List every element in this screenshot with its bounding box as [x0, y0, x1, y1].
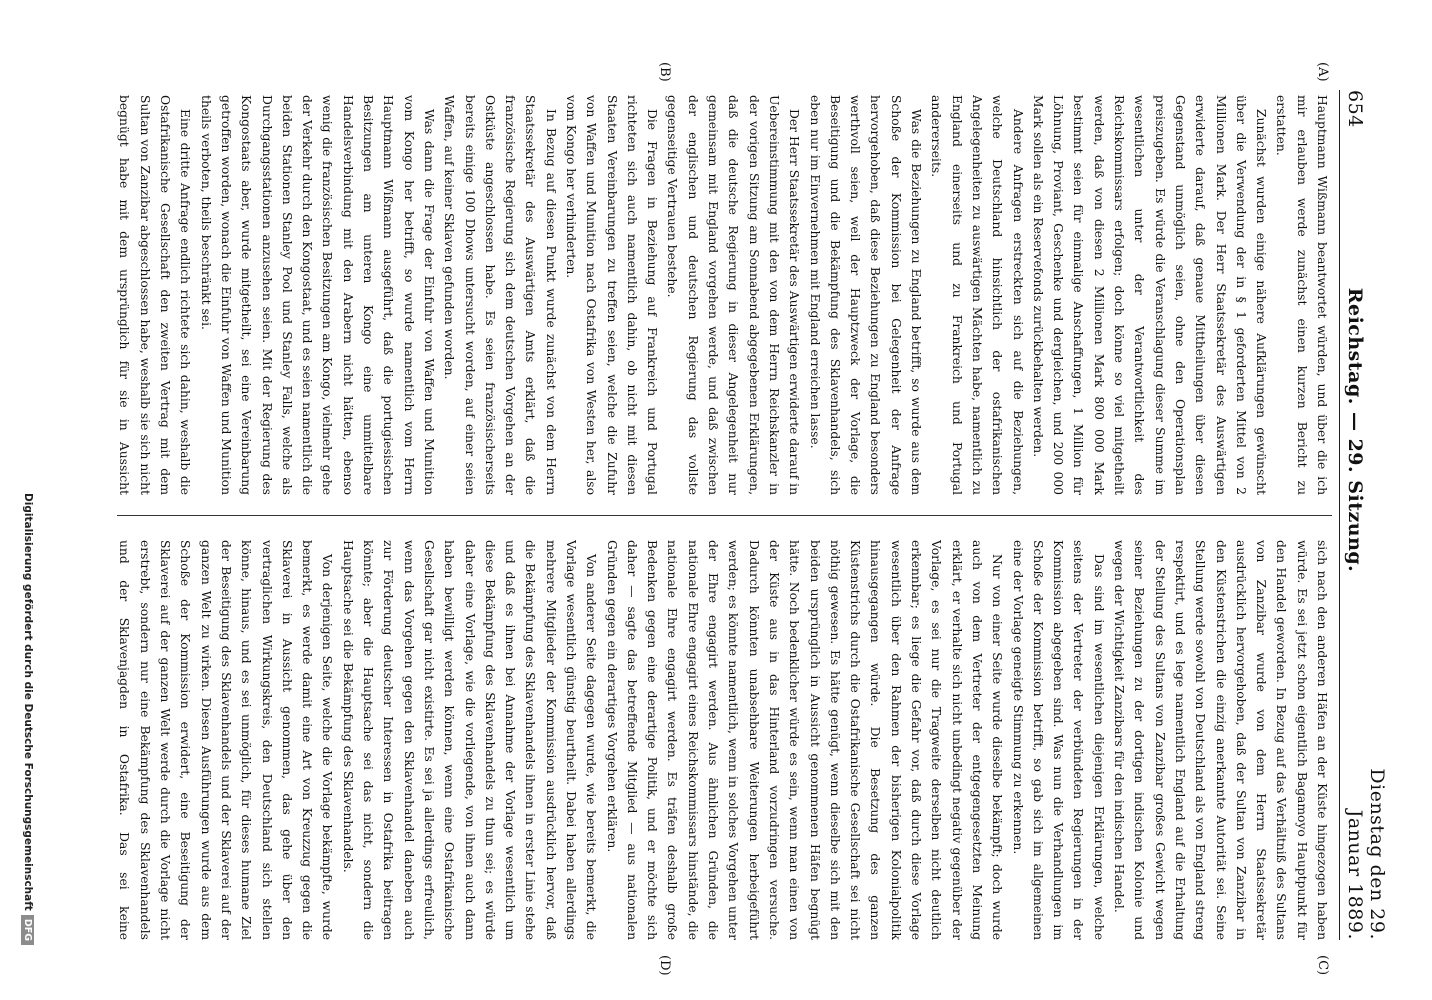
paragraph: Zunächst wurden einige nähere Aufklärungen gewünscht über die Verwendung der in § 1 geforderten Mittel von 2 Millionen Mark. Der Herr Staatssekretär des Auswärtigen erwiderte darauf, daß genaue Mittheilungen über diesen Gegenstand unmöglich seien, ohne den Operationsplan preiszugeben. Es würde die Veranschlagung dieser Summe im wesentlichen unter der Verantwortlichkeit des Reichskommissars erfolgen; doch könne so viel mitgetheilt werden, daß von diesen 2 Millionen Mark 800 000 Mark bestimmt seien für einmalige Anschaffungen, 1 Million für Löhnung, Proviant, Geschenke und dergleichen, und 200 000 Mark sollen als ein Reservefonds zurückbehalten werden. [1030, 95, 1269, 495]
paragraph: Das sind im wesentlichen diejenigen Erklärungen, welche seitens der Vertreter der verbündeten Regierungen in der Kommission abgegeben sind. Was nun die Verhandlungen im Schoße der Kommission betrifft, so gab sich im allgemeinen eine der Vorlage geneigte Stimmung zu erkennen. [1010, 540, 1106, 940]
paragraph: Eine dritte Anfrage endlich richtete sich dahin, weshalb die Ostafrikanische Gesellschaft den zweiten Vertrag mit dem Sultan von Zanzibar abgeschlossen habe, weshalb sie sich nicht begnügt habe mit dem ursprünglich für sie in Aussicht [117, 95, 193, 495]
paragraph: Andere Anfragen erstreckten sich auf die Beziehungen, welche Deutschland hinsichtlich der ostafrikanischen Angelegenheiten zu auswärtigen Mächten habe, namentlich zu England einerseits und zu Frankreich und Portugal andererseits. [929, 95, 1025, 495]
paragraph: Die Fragen in Beziehung auf Frankreich und Portugal richteten sich auch namentlich dahin, ob nicht mit diesen Staaten Vereinbarungen zu treffen seien, welche die Zufuhr von Waffen und Munition nach Ostafrika von Westen her, also vom Kongo her verhinderten. [564, 95, 660, 495]
paragraph: Was die Beziehungen zu England betrifft, so wurde aus dem Schoße der Kommission bei Gelegenheit der Anfrage hervorgehoben, daß diese Beziehungen zu England besonders werthvoll seien, weil der Hauptzweck der Vorlage, die Beseitigung und die Bekämpfung des Sklavenhandels, sich eben nur im Einvernehmen mit England erreichen lasse. [807, 95, 924, 495]
credit-text: Digitalisierung gefördert durch die Deutsche Forschungsgemeinschaft [22, 493, 34, 911]
paragraph: In Bezug auf diesen Punkt wurde zunächst von dem Herrn Staatssekretär des Auswärtigen Amts erklärt, daß die französische Regierung sich dem deutschen Vorgehen an der Ostküste angeschlossen habe. Es seien französischerseits bereits einige 100 Dhows untersucht worden, auf einer seien Waffen, auf keiner Sklaven gefunden worden. [442, 95, 558, 495]
page-title: Reichstag. — 29. Sitzung. [1344, 287, 1366, 573]
paragraph: Was dann die Frage der Einfuhr von Waffen und Munition vom Kongo her betrifft, so wurde namentlich vom Herrn Hauptmann Wißmann ausgeführt, daß die portugiesischen Besitzungen am unteren Kongo eine unmittelbare Handelsverbindung mit den Arabern nicht hätten, ebenso wenig die französischen Besitzungen am Kongo, vielmehr gehe der Verkehr durch den Kongostaat, und es seien namentlich die beiden Stationen Stanley Pool und Stanley Falls, welche als Durchgangsstationen anzusehen seien. Mit der Regierung des Kongostaats aber, wurde mitgetheilt, sei eine Vereinbarung getroffen worden, wonach die Einfuhr von Waffen und Munition theils verboten, theils beschränkt sei. [198, 95, 436, 495]
dfg-logo: DFG [21, 915, 34, 945]
paragraph: Nur von einer Seite wurde dieselbe bekämpft; doch wurde auch von dem Vertreter der entgegengesetzten Meinung erklärt, er verhalte sich nicht unbedingt negativ gegenüber der Vorlage, es sei nur die Tragweite derselben nicht deutlich erkennbar; es liege die Gefahr vor, daß durch diese Vorlage wesentlich über den Rahmen der bisherigen Kolonialpolitik hinausgegangen würde. Die Besetzung des ganzen Küstenstrichs durch die Ostafrikanische Gesellschaft sei nicht nöthig gewesen. Es hätte genügt, wenn dieselbe sich mit den beiden ursprünglich in Aussicht genommenen Häfen begnügt hätte. Noch bedenklicher würde es sein, wenn man einen von der Küste aus in das Hinterland vorzudringen versuche. Dadurch könnten unabsehbare Weiterungen herbeigeführt werden; es könnte namentlich, wenn in solches Vorgehen unter der Ehre engagirt werden. Aus ähnlichen Gründen, die nationale Ehre engagirt eines Reichskommissars hinstände, die nationale Ehre engagirt werden. Es träfen deshalb große Bedenken gegen eine derartige Politik, und er möchte sich daher — sagte das betreffende Mitglied — aus nationalen Gründen gegen ein derartiges Vorgehen erklären. [604, 540, 1005, 940]
page-header [1339, 90, 1388, 940]
paragraph: Von derjenigen Seite, welche die Vorlage bekämpfte, wurde bemerkt, es werde damit eine Art von Kreuzzug gegen die Sklaverei in Aussicht genommen, das gehe über den vertraglichen Wirkungskreis, den Deutschland sich stellen könne, hinaus, und es sei unmöglich, für dieses humane Ziel der Beseitigung des Sklavenhandels und der Sklaverei auf der ganzen Welt zu wirken. Diesen Ausführungen wurde aus dem Schoße der Kommission erwidert, eine Beseitigung der Sklaverei auf der ganzen Welt werde durch die Vorlage nicht erstrebt, sondern nur eine Bekämpfung des Sklavenhandels und der Sklavenjagden in Ostafrika. Das sei keine [117, 540, 335, 940]
right-column [117, 540, 1332, 940]
margin-marker-d: (D) [657, 955, 672, 976]
page-number: 654 [1344, 90, 1366, 128]
page-date: Dienstag den 29. Januar 1889. [1344, 768, 1388, 940]
margin-marker-c: (C) [1315, 955, 1330, 976]
paragraph: Der Herr Staatssekretär des Auswärtigen erwiderte darauf in Uebereinstimmung mit den von dem Herrn Reichskanzler in der vorigen Sitzung am Sonnabend abgegebenen Erklärungen, daß die deutsche Regierung in dieser Angelegenheit nur gemeinsam mit England vorgehen werde, und daß zwischen der englischen und deutschen Regierung das vollste gegenseitige Vertrauen bestehe. [665, 95, 802, 495]
paragraph: Von anderer Seite dagegen wurde, wie bereits bemerkt, die Vorlage wesentlich günstig beurtheilt. Dabei haben allerdings mehrere Mitglieder der Kommission ausdrücklich hervor, daß die Bekämpfung des Sklavenhandels ihnen in erster Linie stehe und daß es ihnen bei Annahme der Vorlage wesentlich um diese Bekämpfung des Sklavenhandels zu thun sei; es würde daher eine Vorlage, wie die vorliegende, von ihnen auch dann haben bewilligt werden können, wenn eine Ostafrikanische Gesellschaft gar nicht existirte. Es sei ja allerdings erfreulich, wenn das Vorgehen gegen den Sklavenhandel daneben auch zur Förderung deutscher Interessen in Ostafrika beitragen könnte; aber die Hauptsache sei das nicht, sondern die Hauptsache sei die Bekämpfung des Sklavenhandels. [340, 540, 599, 940]
margin-marker-a: (A) [1315, 62, 1330, 82]
paragraph: Hauptmann Wißmann beantwortet würden, und über die ich mir erlauben werde zunächst einen kurzen Bericht zu erstatten. [1274, 95, 1329, 495]
margin-marker-b: (B) [657, 62, 672, 82]
digitization-credit [14, 95, 34, 945]
column-divider [117, 515, 1332, 516]
paragraph: sich nach den anderen Häfen an der Küste hingezogen haben würde. Es sei jetzt schon eigentlich Bagamoyo Hauptpunkt für den Handel geworden. In Bezug auf das Verhältniß des Sultans von Zanzibar wurde von dem Herrn Staatssekretär ausdrücklich hervorgehoben, daß der Sultan von Zanzibar in den Küstenstrichen die einzig anerkannte Autorität sei. Seine Stellung werde sowohl von Deutschland als von England streng respektirt, und es lege namentlich England auf die Erhaltung der Stellung des Sultans von Zanzibar großes Gewicht wegen seiner Beziehungen zu der dortigen indischen Kolonie und wegen der Wichtigkeit Zanzibars für den indischen Handel. [1112, 540, 1329, 940]
left-column [117, 95, 1332, 495]
